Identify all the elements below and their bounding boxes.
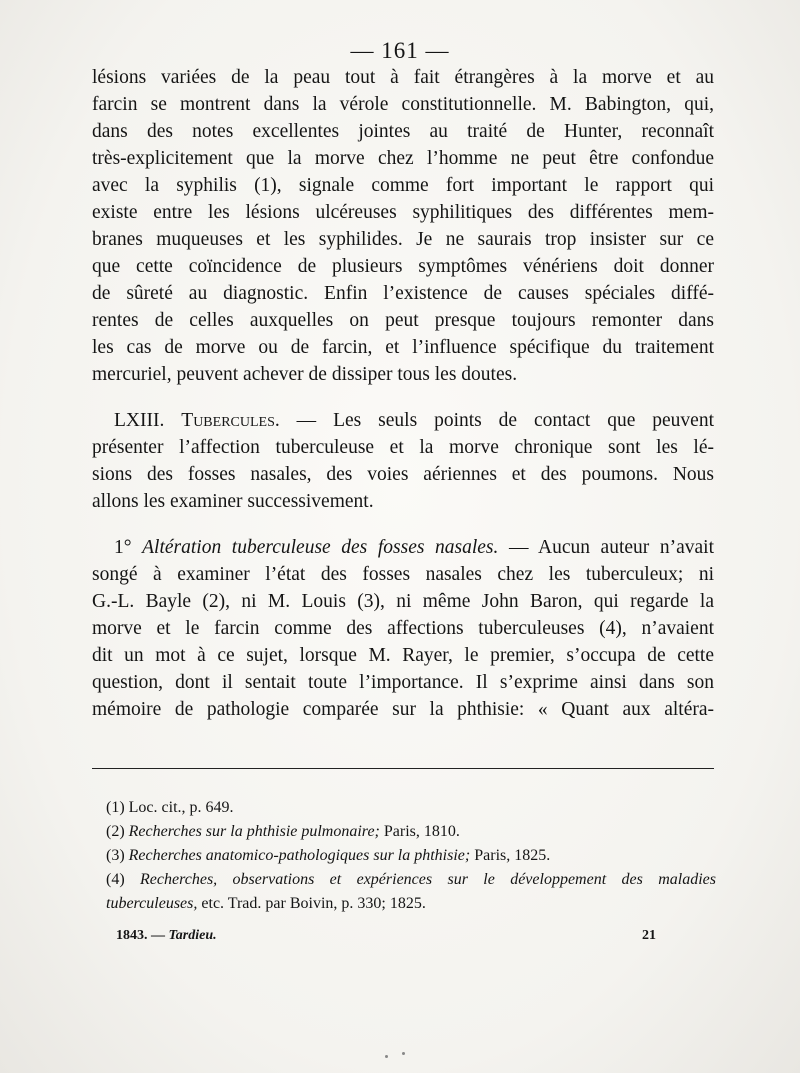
subsection-heading-line (92, 534, 714, 561)
text-line: branes muqueuses et les syphilides. Je ne saurais trop insister sur ce (92, 229, 714, 250)
text-line: très-explicitement que la morve chez l’homme ne peut être confondue (92, 148, 714, 169)
section-title: Tubercules. (181, 410, 280, 431)
footnote-4-line-2 (106, 892, 716, 916)
page-number: — 161 — (350, 38, 450, 63)
footnote-2 (106, 820, 716, 844)
signature-author: Tardieu. (168, 928, 217, 943)
text-line: avec la syphilis (1), signale comme fort important le rapport qui (92, 175, 714, 196)
text-line: dans des notes excellentes jointes au traité de Hunter, reconnaît (92, 121, 714, 142)
footnote-title: tuberculeuses, (106, 895, 198, 912)
footnotes (106, 796, 716, 916)
footnote-title: Recherches, observations et expériences sur le développement des maladies (140, 871, 716, 888)
text-line: morve et le farcin comme des affections tuberculeuses (4), n’avaient (92, 618, 714, 639)
text-line: présenter l’affection tuberculeuse et la morve chronique sont les lé- (92, 437, 714, 458)
body-text (92, 64, 714, 723)
paragraph-syphilis (92, 64, 714, 388)
signature-sheet-number: 21 (642, 928, 656, 943)
text-line: que cette coïncidence de plusieurs symptômes vénériens doit donner (92, 256, 714, 277)
subsection-number: 1° (114, 537, 132, 558)
footnote-text: etc. Trad. par Boivin, p. 330; 1825. (197, 895, 426, 912)
signature-year: 1843. — (116, 928, 165, 943)
footnote-title: Recherches anatomico-pathologiques sur la phthisie; (128, 847, 471, 864)
text-fragment: — Aucun auteur n’avait (498, 537, 714, 558)
text-line: farcin se montrent dans la vérole constitutionnelle. M. Babington, qui, (92, 94, 714, 115)
footnote-title: Recherches sur la phthisie pulmonaire; (128, 823, 380, 840)
footnote-3 (106, 844, 716, 868)
text-line: G.-L. Bayle (2), ni M. Louis (3), ni même John Baron, qui regarde la (92, 591, 714, 612)
section-number: LXIII. (114, 410, 165, 431)
text-line: allons les examiner successivement. (92, 491, 374, 512)
paragraph-fosses-nasales (92, 534, 714, 723)
subsection-title: Altération tuberculeuse des fosses nasales. (142, 537, 499, 558)
text-line: dit un mot à ce sujet, lorsque M. Rayer, le premier, s’occupa de cette (92, 645, 714, 666)
text-line: de sûreté au diagnostic. Enfin l’existence de causes spéciales diffé- (92, 283, 714, 304)
text-line: mémoire de pathologie comparée sur la phthisie: « Quant aux altéra- (92, 699, 714, 720)
footnote-4-line-1 (106, 868, 716, 892)
footnote-1 (106, 796, 716, 820)
footnote-text: Loc. cit., p. 649. (128, 799, 234, 816)
text-line: songé à examiner l’état des fosses nasales chez les tuberculeux; ni (92, 564, 714, 585)
text-line: question, dont il sentait toute l’importance. Il s’exprime ainsi dans son (92, 672, 714, 693)
section-heading-line (92, 407, 714, 434)
text-line: les cas de morve ou de farcin, et l’influence spécifique du traitement (92, 337, 714, 358)
footnote-mark: (1) (106, 799, 125, 816)
text-line: rentes de celles auxquelles on peut presque toujours remonter dans (92, 310, 714, 331)
text-line: sions des fosses nasales, des voies aériennes et des poumons. Nous (92, 464, 714, 485)
paper-speck (385, 1055, 388, 1058)
text-fragment: — Les seuls points de contact que peuvent (279, 410, 715, 431)
printer-signature (116, 928, 656, 944)
text-line: existe entre les lésions ulcéreuses syphilitiques des différentes mem- (92, 202, 714, 223)
text-line: mercuriel, peuvent achever de dissiper tous les doutes. (92, 364, 518, 385)
footnote-text: Paris, 1810. (379, 823, 460, 840)
footnote-mark: (4) (106, 871, 125, 888)
footnote-divider (92, 768, 714, 769)
footnote-mark: (3) (106, 847, 125, 864)
paper-speck (402, 1052, 405, 1055)
paragraph-tubercules (92, 407, 714, 515)
text-line: lésions variées de la peau tout à fait étrangères à la morve et au (92, 67, 714, 88)
footnote-text: Paris, 1825. (470, 847, 551, 864)
footnote-mark: (2) (106, 823, 125, 840)
